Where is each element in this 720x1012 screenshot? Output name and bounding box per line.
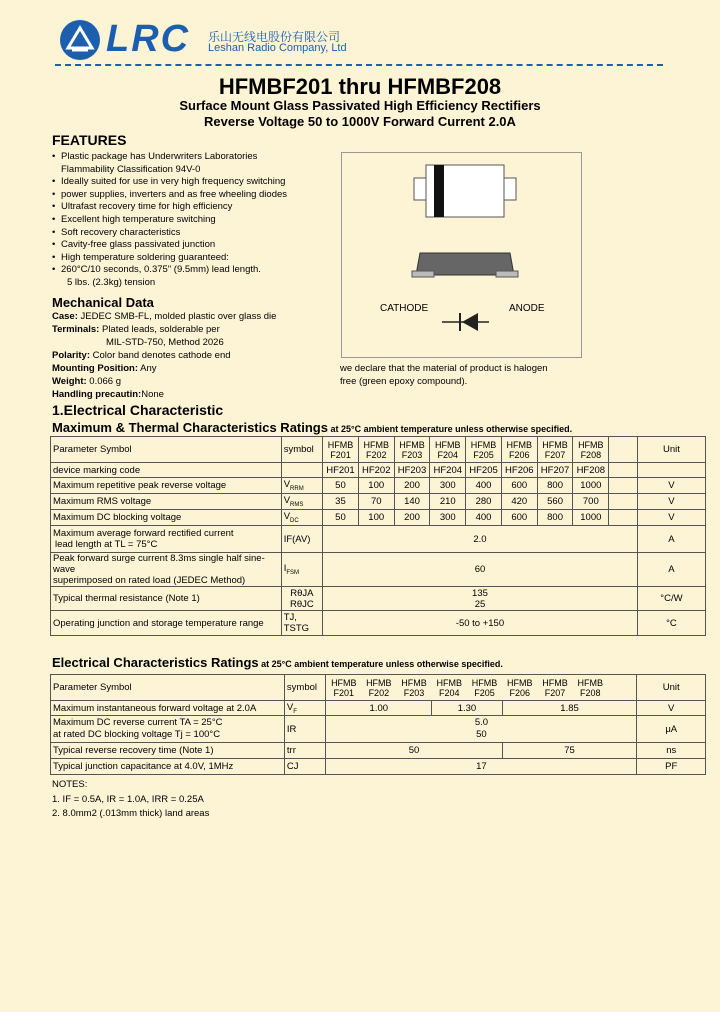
feature-item: • Ideally suited for use in very high frequency switching [52, 176, 286, 188]
mech-mounting: Mounting Position: Any [52, 363, 157, 374]
feature-item: • power supplies, inverters and as free wheeling diodes [52, 188, 288, 200]
lrc-logo-icon [60, 20, 100, 60]
notes-heading: NOTES: [52, 779, 88, 790]
feature-item: • High temperature soldering guaranteed: [52, 251, 229, 263]
subtitle-1: Surface Mount Glass Passivated High Efficiency Rectifiers [179, 98, 541, 113]
feature-item: • 260°C/10 seconds, 0.375" (9.5mm) lead length. [52, 264, 261, 276]
company-name-cn: 乐山无线电股份有限公司 [208, 30, 341, 44]
table1-heading: Maximum & Thermal Characteristics Ratings at 25°C ambient temperature unless otherwise specified. [52, 420, 573, 435]
feature-item: • Cavity-free glass passivated junction [52, 239, 216, 251]
company-name-en: Leshan Radio Company, Ltd [208, 42, 347, 54]
feature-item: • Ultrafast recovery time for high efficiency [52, 201, 233, 213]
mech-terminals: Terminals: Plated leads, solderable per [52, 324, 220, 335]
ratings-table [50, 436, 706, 636]
features-heading: FEATURES [52, 132, 127, 148]
package-outline-icon [342, 153, 581, 357]
anode-label: ANODE [509, 303, 545, 314]
document-title: HFMBF201 thru HFMBF208 [218, 74, 502, 99]
notes [52, 778, 209, 822]
section-heading: 1.Electrical Characteristic [52, 402, 224, 418]
table-row: Typical reverse recovery time (Note 1) trr 50 75 ns [51, 743, 706, 759]
mech-handling: Handling precautin:None [52, 389, 164, 400]
cathode-label: CATHODE [380, 303, 429, 314]
table-row: Maximum instantaneous forward voltage at 2.0A $V_F$ 1.00 1.30 1.85 V [51, 701, 706, 716]
table-row: Maximum repetitive peak reverse voltage $V_{RRM}$ 50 100 200 300 400 600 800 1000 V [51, 478, 706, 494]
electrical-table [50, 674, 706, 775]
mech-terminals-2: MIL-STD-750, Method 2026 [106, 337, 224, 348]
declaration-line-2: free (green epoxy compound). [340, 376, 468, 387]
subtitle-2: Reverse Voltage 50 to 1000V Forward Current 2.0A [204, 114, 516, 129]
table-row: Typical thermal resistance (Note 1) RθJA RθJC 135 25 °C/W [51, 587, 706, 611]
table-row: Maximum DC blocking voltage $V_{DC}$ 50 100 200 300 400 600 800 1000 V [51, 510, 706, 526]
logo-text: LRC [106, 18, 191, 60]
table-row: Operating junction and storage temperature range TJ, TSTG -50 to +150 °C [51, 611, 706, 636]
header-divider [55, 64, 663, 66]
mechanical-data [52, 310, 276, 401]
table-row: Maximum average forward rectified current lead length at TL = 75°C IF(AV) 2.0 A [51, 526, 706, 553]
halogen-declaration [340, 362, 548, 388]
mechanical-heading: Mechanical Data [52, 295, 154, 310]
table-row: Maximum DC reverse current TA = 25°C at rated DC blocking voltage Tj = 100°C IR 5.0 50 μA [51, 716, 706, 743]
table-row: Peak forward surge current 8.3ms single half sine-wave superimposed on rated load (JEDEC Method) $I_{FSM}$ 60 A [51, 553, 706, 587]
mech-weight: Weight: 0.066 g [52, 376, 121, 387]
feature-item: Flammability Classification 94V-0 [61, 163, 201, 175]
feature-item: • Plastic package has Underwriters Laboratories [52, 151, 258, 162]
feature-item: • Soft recovery characteristics [52, 226, 181, 238]
mech-polarity: Polarity: Color band denotes cathode end [52, 350, 231, 361]
feature-item: 5 lbs. (2.3kg) tension [67, 276, 156, 288]
logo-glyph [60, 20, 100, 60]
table-row: Maximum RMS voltage $V_{RMS}$ 35 70 140 210 280 420 560 700 V [51, 494, 706, 510]
table2-heading: Electrical Characteristics Ratings at 25°C ambient temperature unless otherwise specified. [52, 655, 503, 670]
table-row: Parameter Symbol symbol HFMB F201 HFMB F202 HFMB F203 HFMB F204 HFMB F205 HFMB F206 HFMB F207 HFMB F208 Unit [51, 437, 706, 463]
declaration-line-1: we declare that the material of product is halogen [340, 363, 548, 374]
features-list [52, 151, 287, 290]
table-row: Parameter Symbol symbol HFMB F201 HFMB F202 HFMB F203 HFMB F204 HFMB F205 HFMB F206 HFMB F207 HFMB F208 Unit [51, 675, 706, 701]
table-row: Typical junction capacitance at 4.0V, 1MHz CJ 17 PF [51, 759, 706, 775]
feature-item: • Excellent high temperature switching [52, 213, 216, 225]
mech-case: Case: JEDEC SMB-FL, molded plastic over glass die [52, 311, 277, 322]
table-row: device marking code HF201 HF202 HF203 HF204 HF205 HF206 HF207 HF208 [51, 463, 706, 478]
package-drawing [341, 152, 582, 358]
note-1: 1. IF = 0.5A, IR = 1.0A, IRR = 0.25A [52, 793, 204, 805]
note-2: 2. 8.0mm2 (.013mm thick) land areas [52, 808, 210, 819]
